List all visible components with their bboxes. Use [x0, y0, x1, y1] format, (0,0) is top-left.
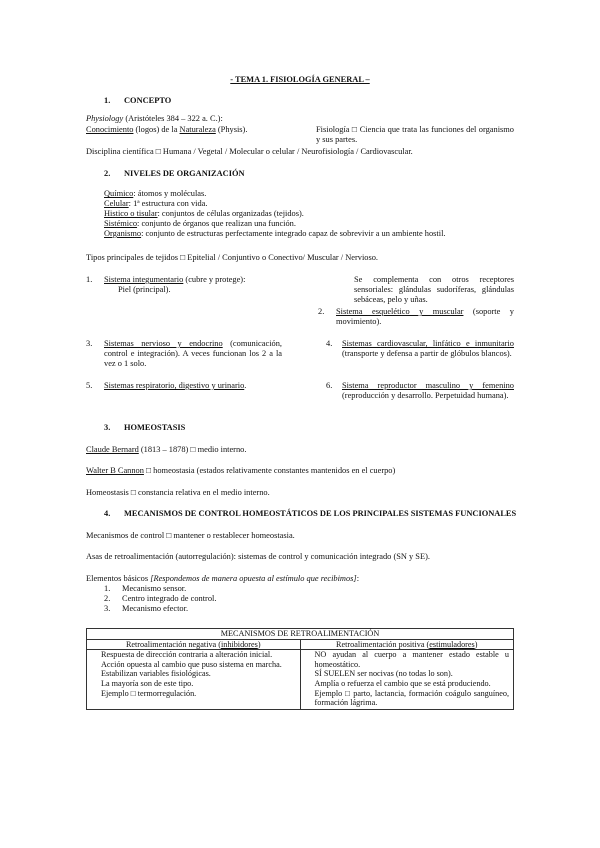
cannon-line — [86, 466, 395, 476]
system-1-number: 1. — [86, 275, 93, 284]
basic-item — [104, 594, 216, 604]
physiology-author: (Aristóteles 384 – 322 a. C.): — [123, 114, 223, 123]
system-name: Sistemas cardiovascular, linfático e inmunitario — [342, 339, 514, 348]
negative-header-text: Retroalimentación negativa ( — [125, 639, 221, 649]
section-1-number: 1. — [104, 96, 111, 105]
list-item: Ejemplo □ parto, lactancia, formación coágulo sanguíneo, formación lágrima. — [314, 688, 509, 708]
level-term: Organismo — [104, 229, 142, 238]
basic-text: Mecanismo sensor. — [122, 584, 187, 593]
level-term: Químico — [104, 189, 134, 198]
system-3-number: 3. — [86, 339, 93, 348]
system-4 — [342, 339, 514, 359]
basic-num: 3. — [104, 604, 111, 613]
positive-header-term: estimuladores — [429, 639, 475, 649]
basic-item — [104, 604, 216, 614]
logos-text: (logos) de la — [133, 125, 180, 134]
system-name: Sistemas respiratorio, digestivo y urinario — [104, 381, 245, 390]
elementos-colon: : — [356, 574, 360, 583]
level-term: Histico o tisular — [104, 209, 158, 218]
feedback-table — [86, 628, 514, 710]
disciplina-line: Disciplina científica □ Humana / Vegetal / Molecular o celular / Neurofisiología / Cardiovascular. — [86, 147, 413, 156]
bernard-line — [86, 445, 246, 455]
basic-text: Mecanismo efector. — [122, 604, 189, 613]
complementa-text: Se complementa con otros receptores sensoriales: glándulas sudoríferas, glándulas sebáceas, pelo y uñas. — [354, 275, 514, 304]
cannon-name: Walter B Cannon — [86, 466, 144, 475]
section-2-heading: NIVELES DE ORGANIZACIÓN — [124, 169, 245, 178]
conocimiento-line — [86, 125, 247, 135]
basic-text: Centro integrado de control. — [122, 594, 217, 603]
system-desc: . — [244, 381, 247, 390]
negative-header-end: ) — [257, 639, 261, 649]
system-desc: (soporte y movimiento). — [336, 307, 514, 326]
list-item: NO ayudan al cuerpo a mantener estado estable u homeostático. — [314, 650, 509, 669]
mecanismos-line: Mecanismos de control □ mantener o restablecer homeostasia. — [86, 531, 295, 540]
system-6-number: 6. — [326, 381, 333, 390]
level-item — [104, 189, 446, 199]
elementos-line — [86, 574, 359, 584]
basics-list — [104, 584, 216, 614]
section-3-heading: HOMEOSTASIS — [124, 423, 186, 432]
homeostasis-line: Homeostasis □ constancia relativa en el medio interno. — [86, 488, 270, 497]
positive-header — [300, 639, 514, 650]
system-name: Sistema reproductor masculino y femenino — [342, 381, 514, 390]
table-header-row — [87, 639, 514, 650]
tejidos-line: Tipos principales de tejidos □ Epitelial / Conjuntivo o Conectivo/ Muscular / Nervioso. — [86, 253, 379, 262]
system-desc: (transporte y defensa a partir de glóbulos blancos). — [342, 349, 512, 358]
list-item: Amplía o refuerza el cambio que se está produciendo. — [314, 678, 491, 688]
list-item: Acción opuesta al cambio que puso sistema en marcha. — [101, 659, 282, 669]
level-item — [104, 219, 446, 229]
list-item: Estabilizan variables fisiológicas. — [101, 669, 211, 679]
section-4-heading: MECANISMOS DE CONTROL HOMEOSTÁTICOS DE LOS PRINCIPALES SISTEMAS FUNCIONALES — [124, 509, 517, 518]
system-name: Sistema integumentario — [104, 275, 184, 284]
section-2-number: 2. — [104, 169, 111, 178]
naturaleza-term: Naturaleza — [179, 125, 216, 134]
positive-header-end: ) — [474, 639, 478, 649]
list-item: La mayoría son de este tipo. — [101, 678, 194, 688]
system-5 — [104, 381, 246, 391]
elementos-label: Elementos básicos — [86, 574, 151, 583]
system-desc: (comunicación, control e integración). A veces funcionan los 2 a la vez o 1 solo. — [104, 339, 283, 368]
table-title-row — [87, 629, 514, 640]
page-title: - TEMA 1. FISIOLOGÍA GENERAL – — [230, 75, 370, 84]
negative-header — [87, 639, 301, 650]
system-desc: (cubre y protege): — [183, 275, 246, 284]
system-5-number: 5. — [86, 381, 93, 390]
physis-text: (Physis). — [215, 125, 248, 134]
positive-header-text: Retroalimentación positiva ( — [336, 639, 430, 649]
level-term: Celular — [104, 199, 129, 208]
level-def: : conjunto de estructuras perfectamente integrado capaz de sobrevivir a un ambiente hostil. — [141, 229, 446, 238]
positive-items-cell — [300, 650, 514, 710]
level-def: : 1ª estructura con vida. — [128, 199, 208, 208]
system-2 — [336, 307, 514, 327]
system-4-number: 4. — [326, 339, 333, 348]
physiology-word: Physiology — [86, 114, 124, 123]
list-item: Ejemplo □ termorregulación. — [101, 688, 197, 698]
level-item — [104, 229, 446, 239]
basic-num: 1. — [104, 584, 111, 593]
system-2-number: 2. — [318, 307, 325, 316]
section-1-heading: CONCEPTO — [124, 96, 172, 105]
fisiologia-definition: Fisiología □ Ciencia que trata las funciones del organismo y sus partes. — [316, 125, 514, 144]
cannon-rest: □ homeostasia (estados relativamente constantes mantenidos en el cuerpo) — [143, 466, 396, 475]
level-term: Sistémico — [104, 219, 138, 228]
system-1 — [104, 275, 245, 285]
system-3 — [104, 339, 282, 369]
level-item — [104, 199, 446, 209]
list-item: Respuesta de dirección contraria a alteración inicial. — [101, 650, 273, 660]
levels-list — [104, 189, 446, 239]
basic-num: 2. — [104, 594, 111, 603]
physiology-line — [86, 114, 223, 124]
section-4-number: 4. — [104, 509, 111, 518]
level-def: : átomos y moléculas. — [133, 189, 207, 198]
asas-line: Asas de retroalimentación (autorregulación): sistemas de control y comunicación integrado (SN y SE). — [86, 552, 430, 561]
system-6 — [342, 381, 514, 401]
basic-item — [104, 584, 216, 594]
system-name: Sistema esquelético y muscular — [336, 307, 464, 316]
elementos-note: [Respondemos de manera opuesta al estímulo que recibimos] — [150, 574, 357, 583]
system-1-desc2: Piel (principal). — [118, 285, 171, 294]
bernard-name: Claude Bernard — [86, 445, 139, 454]
bernard-rest: (1813 – 1878) □ medio interno. — [138, 445, 247, 454]
section-3-number: 3. — [104, 423, 111, 432]
table-row — [87, 650, 514, 710]
table-title: MECANISMOS DE RETROALIMENTACIÓN — [87, 629, 514, 640]
negative-header-term: inhibidores — [220, 639, 258, 649]
system-name: Sistemas nervioso y endocrino — [104, 339, 223, 348]
level-item — [104, 209, 446, 219]
level-def: : conjunto de órganos que realizan una función. — [137, 219, 296, 228]
level-def: : conjuntos de células organizadas (tejidos). — [157, 209, 304, 218]
system-desc: (reproducción y desarrollo. Perpetuidad humana). — [342, 391, 509, 400]
negative-items-cell — [87, 650, 301, 710]
conocimiento-term: Conocimiento — [86, 125, 134, 134]
list-item: SÍ SUELEN ser nocivas (no todas lo son). — [314, 669, 453, 679]
